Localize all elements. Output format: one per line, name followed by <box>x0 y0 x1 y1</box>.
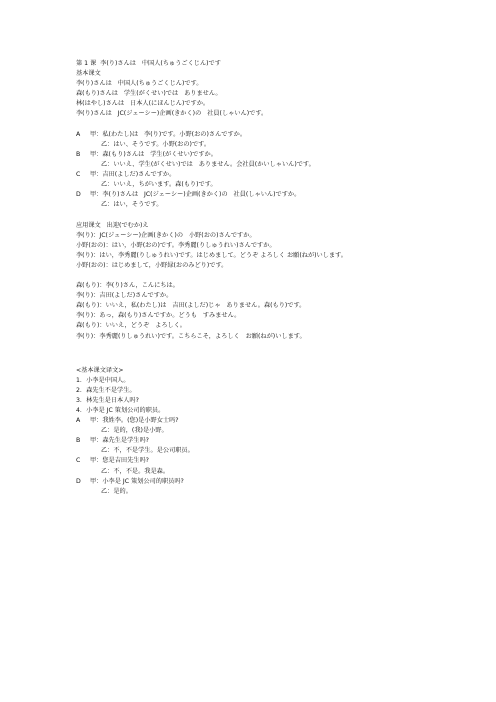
basic-sentence: 森(もり)さんは 学生(がくせい)では ありません。 <box>76 90 222 98</box>
translation-dialogue-a <box>76 416 436 426</box>
dialogue-label: A <box>76 130 81 138</box>
dialogue-line: 甲：森先生是学生吗? <box>90 437 149 445</box>
dialogue-label: C <box>76 171 81 179</box>
dialogue-label: D <box>76 477 81 485</box>
basic-sentence: 李(り)さんは 中国人(ちゅうごくじん)です。 <box>76 80 203 88</box>
dialogue-c <box>76 170 436 180</box>
applied-line: 李(り)：あっ，森(もり)さんですか。どうも すみません。 <box>76 312 241 320</box>
applied-line: 小野(おの)：はい，小野(おの)です。李秀麗(りしゅうれい)さんですか。 <box>76 241 276 249</box>
dialogue-line: 甲：森(もり)さんは 学生(がくせい)ですか。 <box>90 150 217 158</box>
applied-line: 李(り)：はい，李秀麗(りしゅうれい)です。はじめまして。どうぞ よろしく お願(ねが)いします。 <box>76 251 347 259</box>
applied-line: 森(もり)：いいえ，私(わたし)は 吉田(よしだ)じゃ ありません。森(もり)です。 <box>76 302 306 310</box>
dialogue-line: 甲：吉田(よしだ)さんですか。 <box>90 171 176 179</box>
dialogue-line: 甲：李(り)さんは JC(ジェーシー)企画(きかく)の 社員(しゃいん)ですか。 <box>90 191 301 199</box>
dialogue-line: 乙：いいえ，ちがいます。森(もり)です。 <box>101 181 217 189</box>
translation-dialogue-c <box>76 456 436 466</box>
lesson-title: 第 1 课 李(り)さんは 中国人(ちゅうごくじん)です <box>76 60 221 67</box>
dialogue-b <box>76 150 436 160</box>
dialogue-label: D <box>76 191 81 199</box>
dialogue-line: 乙：はい，そうです。 <box>101 201 163 209</box>
dialogue-line: 乙：不，不是学生。是公司职员。 <box>101 447 194 455</box>
applied-line: 森(もり)：いいえ，どうぞ よろしく。 <box>76 322 186 330</box>
dialogue-line: 甲：您是吉田先生吗? <box>90 457 149 465</box>
applied-line: 李(り)：李秀麗(りしゅうれい)です。こちらこそ，よろしく お願(ねが)いします。 <box>76 332 306 340</box>
translation-dialogue-b <box>76 436 436 446</box>
dialogue-label: A <box>76 417 81 425</box>
dialogue-line: 乙：是的。 <box>101 487 132 495</box>
translation-sentence: 3．林先生是日本人吗? <box>76 396 139 404</box>
dialogue-line: 甲：私(わたし)は 李(り)です。小野(おの)さんですか。 <box>90 130 247 138</box>
translation-dialogue-d <box>76 477 436 487</box>
translation-sentence: 1．小李是中国人。 <box>76 376 130 384</box>
translation-heading: <基本课文译文> <box>76 366 124 374</box>
dialogue-line: 乙：是的，(我)是小野。 <box>101 427 168 435</box>
dialogue-label: B <box>76 150 81 158</box>
document-content <box>76 59 436 497</box>
dialogue-label: B <box>76 437 81 445</box>
basic-sentence: 李(り)さんは JC(ジェーシー)企画(きかく)の 社員(しゃいん)です。 <box>76 110 268 118</box>
translation-sentence: 2．森先生不是学生。 <box>76 386 136 394</box>
applied-line: 李(り)：JC(ジェーシー)企画(きかく)の 小野(おの)さんですか。 <box>76 231 256 239</box>
dialogue-line: 乙：いいえ、学生(がくせい)では ありません。会社員(かいしゃいん)です。 <box>101 160 315 168</box>
dialogue-line: 乙：はい、そうです。小野(おの)です。 <box>101 140 211 148</box>
dialogue-label: C <box>76 457 81 465</box>
applied-line: 小野(おの)：はじめまして，小野緑(おのみどり)です。 <box>76 261 228 269</box>
dialogue-a <box>76 130 436 140</box>
applied-text-heading: 应用课文 出迎(でむか)え <box>76 221 149 229</box>
basic-text-heading: 基本课文 <box>76 70 101 78</box>
dialogue-line: 甲：小李是 JC 策划公司的职员吗? <box>90 477 184 485</box>
basic-sentence: 林(はやし)さんは 日本人(にほんじん)ですか。 <box>76 100 210 108</box>
applied-line: 李(り)：吉田(よしだ)さんですか。 <box>76 292 173 300</box>
applied-line: 森(もり)：李(り)さん，こんにちは。 <box>76 282 179 290</box>
dialogue-line: 乙：不，不是。我是森。 <box>101 467 170 475</box>
translation-sentence: 4．小李是 JC 策划公司的职员。 <box>76 407 165 414</box>
dialogue-d <box>76 190 436 200</box>
dialogue-line: 甲：我姓李。(您)是小野女士吗? <box>90 417 179 425</box>
